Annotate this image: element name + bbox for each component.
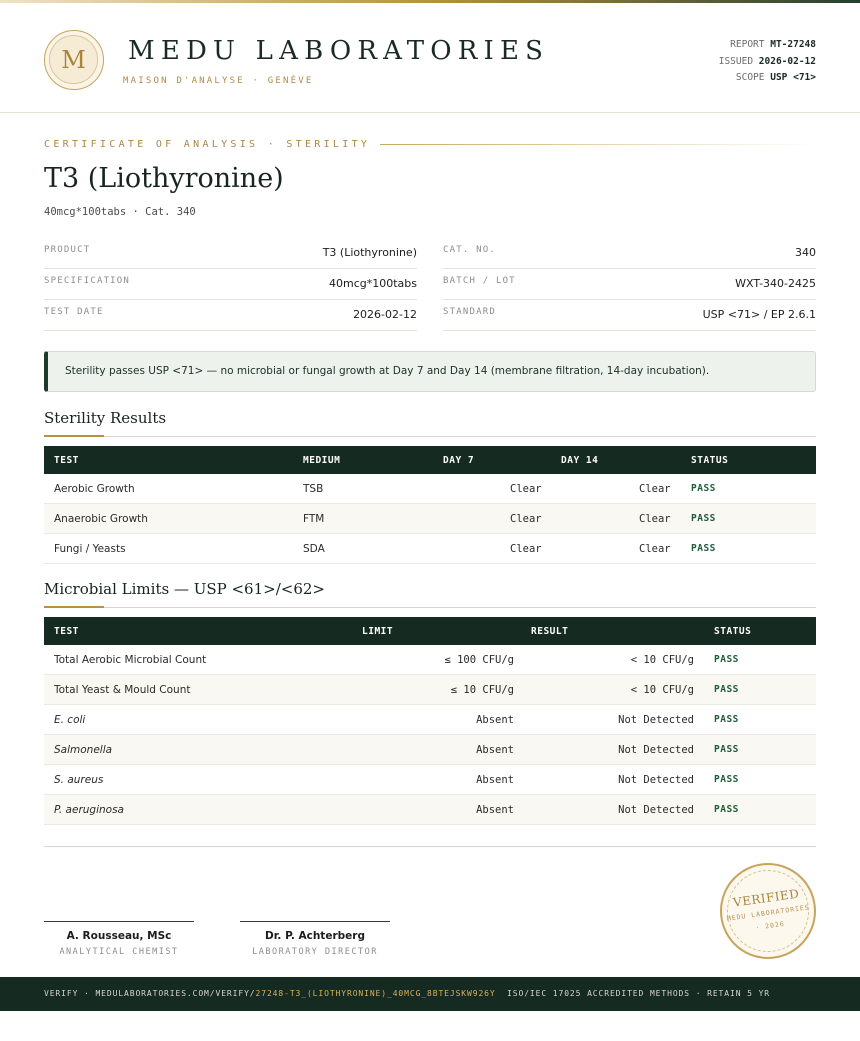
cell-day14: Clear: [639, 483, 671, 495]
sterility-section-title: Sterility Results: [44, 409, 167, 427]
issued-row: [719, 54, 816, 71]
column-header-medium: MEDIUM: [303, 455, 341, 466]
verify-link[interactable]: 27248-T3_(LIOTHYRONINE)_40MCG_8BTEJSKW926Y: [255, 989, 496, 998]
info-label: STANDARD: [443, 307, 496, 317]
cell-test: Total Yeast & Mould Count: [54, 684, 191, 696]
cell-result: < 10 CFU/g: [630, 684, 694, 696]
logo-monogram: M: [49, 35, 98, 84]
column-header-status: STATUS: [714, 626, 752, 637]
signature-line: [240, 921, 390, 922]
cell-day14: Clear: [639, 543, 671, 555]
column-header-limit: LIMIT: [362, 626, 394, 637]
footer-accreditation: ISO/IEC 17025 ACCREDITED METHODS · RETAIN 5 YR: [507, 989, 771, 998]
signature-analyst: [44, 921, 194, 957]
info-value: 40mcg*100tabs: [328, 277, 417, 290]
cell-limit: ≤ 10 CFU/g: [450, 684, 514, 696]
report-header: [0, 3, 860, 113]
info-row-test-date: [44, 300, 417, 331]
table-header: [44, 617, 816, 645]
status-badge: PASS: [714, 774, 739, 785]
seal-year: · 2026: [754, 919, 786, 932]
info-row-specification: [44, 269, 417, 300]
info-row-product: [44, 238, 417, 269]
footer-text: [44, 989, 770, 998]
cell-medium: FTM: [303, 513, 325, 525]
info-value: 2026-02-12: [353, 308, 417, 321]
section-divider: [44, 436, 816, 437]
notice-text: Sterility passes USP <71> — no microbial or fungal growth at Day 7 and Day 14 (membrane filtration, 14-day incubation).: [65, 365, 710, 377]
cell-limit: Absent: [476, 744, 514, 756]
column-header-test: TEST: [54, 455, 79, 466]
signatory-name: Dr. P. Achterberg: [265, 930, 365, 942]
section-accent: [44, 606, 104, 608]
table-row: [44, 645, 816, 675]
cell-day7: Clear: [510, 513, 542, 525]
cell-result: Not Detected: [618, 774, 694, 786]
scope-label: SCOPE: [735, 72, 765, 83]
status-badge: PASS: [691, 513, 716, 524]
section-accent: [44, 435, 104, 437]
status-badge: PASS: [714, 684, 739, 695]
table-row: [44, 795, 816, 825]
info-row-batch: [443, 269, 816, 300]
verified-seal: [720, 863, 816, 959]
section-divider: [44, 607, 816, 608]
seal-lab-name: MEDU LABORATORIES: [726, 903, 811, 923]
column-header-status: STATUS: [691, 455, 729, 466]
column-header-test: TEST: [54, 626, 79, 637]
column-header-result: RESULT: [531, 626, 569, 637]
signature-divider: [44, 846, 816, 847]
signatory-name: A. Rousseau, MSc: [66, 930, 172, 942]
cell-result: Not Detected: [618, 744, 694, 756]
issued-label: ISSUED: [718, 55, 754, 67]
info-value: USP <71> / EP 2.6.1: [702, 308, 816, 321]
status-badge: PASS: [691, 483, 716, 494]
cell-limit: Absent: [476, 774, 514, 786]
table-row: [44, 675, 816, 705]
table-header: [44, 446, 816, 474]
status-badge: PASS: [714, 654, 739, 665]
cell-test: Anaerobic Growth: [54, 513, 148, 525]
info-row-cat-no: [443, 238, 816, 269]
cell-test: Fungi / Yeasts: [54, 543, 126, 555]
verify-prefix: VERIFY · MEDULABORATORIES.COM/VERIFY/: [44, 989, 256, 998]
scope-value: USP <71>: [770, 72, 816, 83]
microbial-limits-table: [44, 617, 816, 825]
scope-row: [719, 70, 816, 87]
cell-result: Not Detected: [618, 714, 694, 726]
status-badge: PASS: [714, 744, 739, 755]
column-header-day7: DAY 7: [443, 455, 475, 466]
product-subtitle: 40mcg*100tabs · Cat. 340: [44, 206, 196, 218]
cell-day14: Clear: [639, 513, 671, 525]
info-label: TEST DATE: [44, 307, 104, 317]
issued-date: 2026-02-12: [758, 55, 816, 67]
status-badge: PASS: [714, 804, 739, 815]
report-label: REPORT: [730, 39, 765, 50]
info-value: 340: [795, 246, 816, 259]
cell-test: Salmonella: [54, 744, 113, 756]
status-badge: PASS: [714, 714, 739, 725]
kicker-divider: [380, 144, 816, 145]
info-column-right: [443, 238, 816, 331]
info-label: PRODUCT: [44, 245, 91, 255]
table-row: [44, 534, 816, 564]
cell-day7: Clear: [510, 543, 542, 555]
table-row: [44, 474, 816, 504]
report-number: MT-27248: [770, 39, 816, 50]
report-number-row: [719, 37, 816, 54]
cell-result: Not Detected: [618, 804, 694, 816]
info-label: CAT. NO.: [443, 245, 496, 255]
lab-name: MEDU LABORATORIES: [128, 36, 550, 66]
table-row: [44, 765, 816, 795]
cell-day7: Clear: [510, 483, 542, 495]
cell-medium: SDA: [303, 543, 325, 555]
cell-test: E. coli: [54, 714, 86, 726]
cell-limit: Absent: [476, 804, 514, 816]
info-label: SPECIFICATION: [44, 276, 131, 286]
signatory-role: ANALYTICAL CHEMIST: [59, 947, 179, 957]
table-row: [44, 735, 816, 765]
signature-director: [240, 921, 390, 957]
cell-test: P. aeruginosa: [54, 804, 124, 816]
product-title: T3 (Liothyronine): [44, 163, 284, 194]
info-value: T3 (Liothyronine): [322, 246, 417, 259]
cell-test: Aerobic Growth: [54, 483, 135, 495]
info-row-standard: [443, 300, 816, 331]
lab-logo: [44, 30, 104, 90]
cell-test: S. aureus: [54, 774, 104, 786]
info-value: WXT-340-2425: [735, 277, 816, 290]
report-meta: [719, 37, 816, 87]
signature-line: [44, 921, 194, 922]
signatory-role: LABORATORY DIRECTOR: [252, 947, 378, 957]
certificate-kicker: CERTIFICATE OF ANALYSIS · STERILITY: [44, 139, 371, 150]
info-column-left: [44, 238, 417, 331]
cell-test: Total Aerobic Microbial Count: [54, 654, 207, 666]
seal-verified-label: VERIFIED: [732, 886, 801, 910]
sterility-pass-notice: [44, 351, 816, 392]
cell-limit: ≤ 100 CFU/g: [444, 654, 514, 666]
table-row: [44, 504, 816, 534]
cell-medium: TSB: [303, 483, 324, 495]
status-badge: PASS: [691, 543, 716, 554]
cell-limit: Absent: [476, 714, 514, 726]
lab-tagline: MAISON D'ANALYSE · GENÈVE: [123, 76, 314, 86]
cell-result: < 10 CFU/g: [630, 654, 694, 666]
column-header-day14: DAY 14: [561, 455, 599, 466]
footer-bar: [0, 977, 860, 1011]
table-row: [44, 705, 816, 735]
info-label: BATCH / LOT: [443, 276, 516, 286]
microbial-section-title: Microbial Limits — USP <61>/<62>: [44, 580, 325, 598]
sterility-table: [44, 446, 816, 564]
